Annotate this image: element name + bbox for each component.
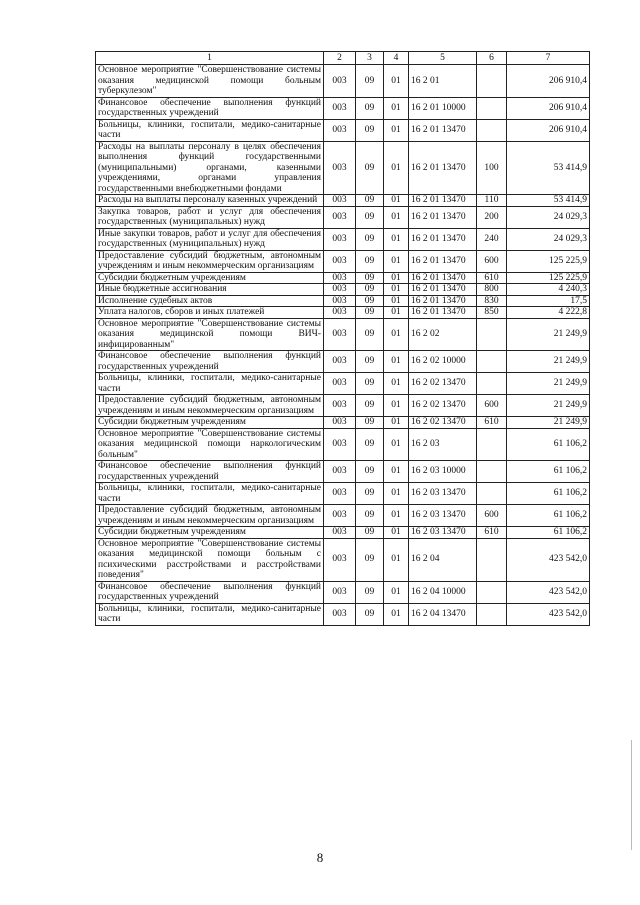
row-amount-cell: 17,5 [507,295,590,307]
row-grbs-cell: 003 [324,65,356,98]
row-subsection-cell: 01 [384,206,409,228]
row-section-cell: 09 [356,527,384,539]
row-expense-type-cell [477,461,507,483]
row-amount-cell: 21 249,9 [507,417,590,429]
row-expense-type-cell: 110 [477,195,507,207]
row-section-cell: 09 [356,195,384,207]
table-row [96,351,590,373]
row-grbs-cell: 003 [324,141,356,195]
row-grbs-cell: 003 [324,581,356,603]
row-expense-type-cell: 800 [477,284,507,296]
row-name-cell: Финансовое обеспечение выполнения функций государственных учреждений [96,461,324,483]
table-header-row [96,52,590,65]
budget-table [95,51,590,626]
table-row [96,195,590,207]
row-subsection-cell: 01 [384,417,409,429]
table-row [96,284,590,296]
row-target-article-cell: 16 2 03 10000 [409,461,477,483]
row-subsection-cell: 01 [384,538,409,581]
row-subsection-cell: 01 [384,195,409,207]
row-grbs-cell: 003 [324,461,356,483]
row-section-cell: 09 [356,417,384,429]
row-amount-cell: 4 240,3 [507,284,590,296]
row-name-cell: Основное мероприятие "Совершенствование системы оказания медицинской помощи больным с психическими расстройствами и расстройствами поведения" [96,538,324,581]
column-header-4: 4 [384,52,409,65]
row-expense-type-cell [477,65,507,98]
row-expense-type-cell [477,97,507,119]
row-target-article-cell: 16 2 03 13470 [409,505,477,527]
row-target-article-cell: 16 2 01 13470 [409,295,477,307]
row-section-cell: 09 [356,351,384,373]
row-amount-cell: 53 414,9 [507,141,590,195]
row-section-cell: 09 [356,272,384,284]
row-amount-cell: 53 414,9 [507,195,590,207]
row-subsection-cell: 01 [384,272,409,284]
row-section-cell: 09 [356,318,384,351]
row-name-cell: Основное мероприятие "Совершенствование системы оказания медицинской помощи ВИЧ-инфицированным" [96,318,324,351]
row-expense-type-cell [477,373,507,395]
table-row [96,250,590,272]
table-row [96,307,590,319]
table-row [96,141,590,195]
table-row [96,538,590,581]
row-grbs-cell: 003 [324,119,356,141]
row-subsection-cell: 01 [384,141,409,195]
row-target-article-cell: 16 2 01 13470 [409,195,477,207]
row-name-cell: Исполнение судебных актов [96,295,324,307]
row-section-cell: 09 [356,97,384,119]
row-section-cell: 09 [356,428,384,461]
row-name-cell: Предоставление субсидий бюджетным, автономным учреждениям и иным некоммерческим организациям [96,395,324,417]
row-expense-type-cell: 600 [477,250,507,272]
row-section-cell: 09 [356,461,384,483]
row-grbs-cell: 003 [324,307,356,319]
row-expense-type-cell: 610 [477,527,507,539]
row-grbs-cell: 003 [324,373,356,395]
row-name-cell: Финансовое обеспечение выполнения функций государственных учреждений [96,581,324,603]
row-target-article-cell: 16 2 01 13470 [409,206,477,228]
row-name-cell: Субсидии бюджетным учреждениям [96,272,324,284]
row-amount-cell: 125 225,9 [507,272,590,284]
row-target-article-cell: 16 2 01 13470 [409,141,477,195]
row-name-cell: Больницы, клиники, госпитали, медико-санитарные части [96,119,324,141]
table-row [96,373,590,395]
row-target-article-cell: 16 2 04 10000 [409,581,477,603]
row-section-cell: 09 [356,228,384,250]
row-grbs-cell: 003 [324,206,356,228]
row-expense-type-cell: 200 [477,206,507,228]
row-expense-type-cell [477,581,507,603]
row-section-cell: 09 [356,538,384,581]
row-grbs-cell: 003 [324,538,356,581]
row-expense-type-cell: 610 [477,272,507,284]
row-target-article-cell: 16 2 02 13470 [409,395,477,417]
row-grbs-cell: 003 [324,195,356,207]
row-subsection-cell: 01 [384,483,409,505]
table-row [96,65,590,98]
row-expense-type-cell [477,119,507,141]
row-name-cell: Закупка товаров, работ и услуг для обеспечения государственных (муниципальных) нужд [96,206,324,228]
row-name-cell: Расходы на выплаты персоналу в целях обеспечения выполнения функций государственными (муниципальными) органами, казенными учреждениями, органами управления государственными внебюджетными фондами [96,141,324,195]
row-name-cell: Финансовое обеспечение выполнения функций государственных учреждений [96,97,324,119]
row-expense-type-cell: 100 [477,141,507,195]
row-amount-cell: 206 910,4 [507,65,590,98]
row-name-cell: Иные бюджетные ассигнования [96,284,324,296]
row-target-article-cell: 16 2 04 [409,538,477,581]
row-subsection-cell: 01 [384,603,409,625]
row-target-article-cell: 16 2 01 [409,65,477,98]
row-name-cell: Предоставление субсидий бюджетным, автономным учреждениям и иным некоммерческим организациям [96,250,324,272]
row-grbs-cell: 003 [324,505,356,527]
row-section-cell: 09 [356,603,384,625]
row-subsection-cell: 01 [384,527,409,539]
row-section-cell: 09 [356,581,384,603]
row-target-article-cell: 16 2 02 13470 [409,417,477,429]
row-amount-cell: 21 249,9 [507,395,590,417]
row-subsection-cell: 01 [384,119,409,141]
row-amount-cell: 61 106,2 [507,461,590,483]
row-expense-type-cell: 240 [477,228,507,250]
row-amount-cell: 423 542,0 [507,581,590,603]
row-subsection-cell: 01 [384,250,409,272]
row-grbs-cell: 003 [324,228,356,250]
row-expense-type-cell: 610 [477,417,507,429]
row-subsection-cell: 01 [384,284,409,296]
row-name-cell: Иные закупки товаров, работ и услуг для обеспечения государственных (муниципальных) нужд [96,228,324,250]
row-target-article-cell: 16 2 02 10000 [409,351,477,373]
row-subsection-cell: 01 [384,581,409,603]
row-section-cell: 09 [356,395,384,417]
row-target-article-cell: 16 2 01 13470 [409,250,477,272]
row-grbs-cell: 003 [324,284,356,296]
row-expense-type-cell [477,483,507,505]
table-row [96,428,590,461]
row-target-article-cell: 16 2 01 13470 [409,307,477,319]
row-name-cell: Основное мероприятие "Совершенствование системы оказания медицинской помощи больным туберкулезом" [96,65,324,98]
row-expense-type-cell: 830 [477,295,507,307]
table-row [96,461,590,483]
row-expense-type-cell: 600 [477,505,507,527]
scan-margin-mark [631,740,632,850]
table-row [96,318,590,351]
row-subsection-cell: 01 [384,395,409,417]
row-target-article-cell: 16 2 02 13470 [409,373,477,395]
row-amount-cell: 24 029,3 [507,206,590,228]
row-grbs-cell: 003 [324,428,356,461]
row-section-cell: 09 [356,295,384,307]
row-grbs-cell: 003 [324,250,356,272]
row-subsection-cell: 01 [384,461,409,483]
column-header-2: 2 [324,52,356,65]
row-target-article-cell: 16 2 03 [409,428,477,461]
row-grbs-cell: 003 [324,395,356,417]
row-grbs-cell: 003 [324,483,356,505]
table-row [96,272,590,284]
row-subsection-cell: 01 [384,505,409,527]
row-subsection-cell: 01 [384,428,409,461]
row-section-cell: 09 [356,307,384,319]
row-amount-cell: 125 225,9 [507,250,590,272]
row-section-cell: 09 [356,250,384,272]
row-section-cell: 09 [356,65,384,98]
row-name-cell: Больницы, клиники, госпитали, медико-санитарные части [96,483,324,505]
row-section-cell: 09 [356,119,384,141]
row-amount-cell: 61 106,2 [507,527,590,539]
column-header-6: 6 [477,52,507,65]
row-name-cell: Предоставление субсидий бюджетным, автономным учреждениям и иным некоммерческим организациям [96,505,324,527]
row-amount-cell: 423 542,0 [507,603,590,625]
row-section-cell: 09 [356,483,384,505]
row-subsection-cell: 01 [384,351,409,373]
row-grbs-cell: 003 [324,295,356,307]
table-row [96,581,590,603]
row-expense-type-cell [477,351,507,373]
row-amount-cell: 61 106,2 [507,483,590,505]
column-header-1: 1 [96,52,324,65]
row-section-cell: 09 [356,373,384,395]
row-amount-cell: 21 249,9 [507,373,590,395]
table-row [96,603,590,625]
row-subsection-cell: 01 [384,65,409,98]
row-section-cell: 09 [356,505,384,527]
row-grbs-cell: 003 [324,603,356,625]
row-subsection-cell: 01 [384,97,409,119]
row-subsection-cell: 01 [384,307,409,319]
row-subsection-cell: 01 [384,295,409,307]
row-name-cell: Уплата налогов, сборов и иных платежей [96,307,324,319]
row-section-cell: 09 [356,284,384,296]
row-subsection-cell: 01 [384,318,409,351]
row-name-cell: Основное мероприятие "Совершенствование системы оказания медицинской помощи наркологическим больным" [96,428,324,461]
row-section-cell: 09 [356,206,384,228]
row-amount-cell: 21 249,9 [507,351,590,373]
row-amount-cell: 423 542,0 [507,538,590,581]
row-amount-cell: 61 106,2 [507,428,590,461]
table-row [96,395,590,417]
row-target-article-cell: 16 2 04 13470 [409,603,477,625]
row-name-cell: Расходы на выплаты персоналу казенных учреждений [96,195,324,207]
row-expense-type-cell [477,603,507,625]
row-section-cell: 09 [356,141,384,195]
row-expense-type-cell [477,318,507,351]
row-name-cell: Субсидии бюджетным учреждениям [96,527,324,539]
row-grbs-cell: 003 [324,318,356,351]
row-amount-cell: 206 910,4 [507,97,590,119]
page-number: 8 [316,850,324,865]
column-header-7: 7 [507,52,590,65]
column-header-5: 5 [409,52,477,65]
row-amount-cell: 61 106,2 [507,505,590,527]
row-amount-cell: 4 222,8 [507,307,590,319]
row-target-article-cell: 16 2 01 13470 [409,119,477,141]
row-target-article-cell: 16 2 01 13470 [409,272,477,284]
row-name-cell: Субсидии бюджетным учреждениям [96,417,324,429]
row-grbs-cell: 003 [324,272,356,284]
table-row [96,505,590,527]
row-amount-cell: 21 249,9 [507,318,590,351]
row-amount-cell: 24 029,3 [507,228,590,250]
row-target-article-cell: 16 2 01 13470 [409,228,477,250]
row-name-cell: Больницы, клиники, госпитали, медико-санитарные части [96,603,324,625]
row-target-article-cell: 16 2 03 13470 [409,483,477,505]
row-expense-type-cell: 600 [477,395,507,417]
row-target-article-cell: 16 2 01 10000 [409,97,477,119]
table-row [96,97,590,119]
row-target-article-cell: 16 2 02 [409,318,477,351]
table-row [96,206,590,228]
row-name-cell: Больницы, клиники, госпитали, медико-санитарные части [96,373,324,395]
row-subsection-cell: 01 [384,373,409,395]
row-amount-cell: 206 910,4 [507,119,590,141]
table-row [96,483,590,505]
column-header-3: 3 [356,52,384,65]
row-grbs-cell: 003 [324,417,356,429]
row-expense-type-cell: 850 [477,307,507,319]
row-grbs-cell: 003 [324,527,356,539]
table-row [96,527,590,539]
row-target-article-cell: 16 2 01 13470 [409,284,477,296]
table-row [96,417,590,429]
row-name-cell: Финансовое обеспечение выполнения функций государственных учреждений [96,351,324,373]
row-subsection-cell: 01 [384,228,409,250]
row-target-article-cell: 16 2 03 13470 [409,527,477,539]
table-row [96,119,590,141]
row-grbs-cell: 003 [324,351,356,373]
row-expense-type-cell [477,428,507,461]
table-row [96,295,590,307]
table-row [96,228,590,250]
row-expense-type-cell [477,538,507,581]
row-grbs-cell: 003 [324,97,356,119]
